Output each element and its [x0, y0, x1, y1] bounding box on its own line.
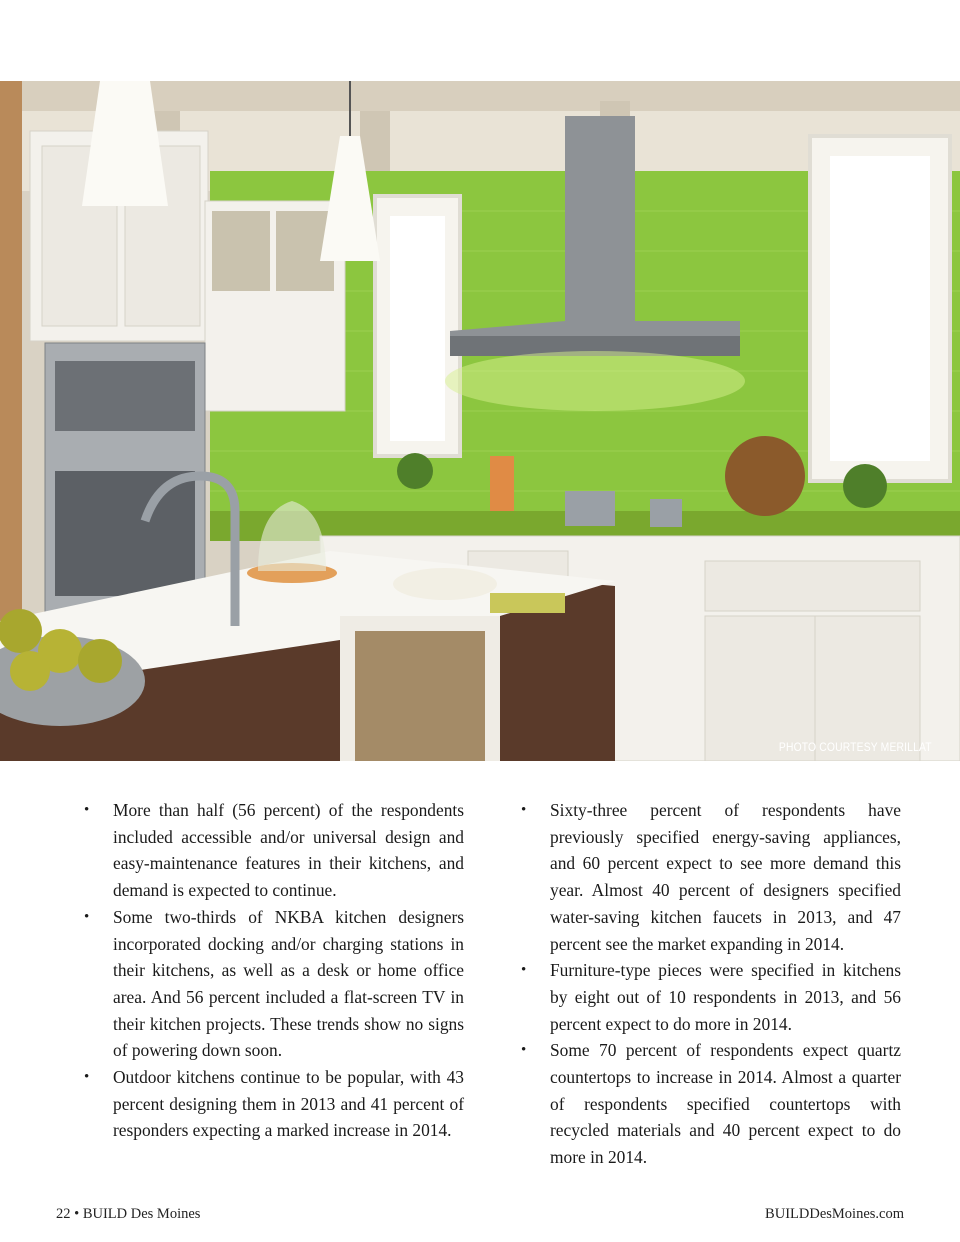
kitchen-photo [0, 81, 960, 761]
left-column [84, 797, 464, 1144]
list-item: • Sixty-three percent of respondents have previously specified energy-saving appliances, and 60 percent expect to see more demand this year. Almost 40 percent of designers specified water-saving kitchen faucets in 2013, and 47 percent see the market expanding in 2014. [521, 797, 901, 957]
list-item: • Furniture-type pieces were specified in kitchens by eight out of 10 respondents in 2013, and 56 percent expect to do more in 2014. [521, 957, 901, 1037]
left-bullet-list [84, 797, 464, 1144]
page-number-footer: 22 • BUILD Des Moines [56, 1206, 201, 1222]
website-footer: BUILDDesMoines.com [765, 1206, 904, 1222]
list-item: • Some two-thirds of NKBA kitchen designers incorporated docking and/or charging stations in their kitchens, as well as a desk or home office area. And 56 percent included a flat-screen TV in their kitchen projects. These trends show no signs of powering down soon. [84, 904, 464, 1064]
list-item: • Outdoor kitchens continue to be popular, with 43 percent designing them in 2013 and 41 percent of responders expecting a marked increase in 2014. [84, 1064, 464, 1144]
list-item: • Some 70 percent of respondents expect quartz countertops to increase in 2014. Almost a quarter of respondents specified countertops with recycled materials and 40 percent expect to do more in 2014. [521, 1037, 901, 1171]
right-bullet-list [521, 797, 901, 1171]
photo-credit: PHOTO COURTESY MERILLAT [779, 740, 932, 754]
list-item: • More than half (56 percent) of the respondents included accessible and/or universal design and easy-maintenance features in their kitchens, and demand is expected to continue. [84, 797, 464, 904]
right-column [521, 797, 901, 1171]
